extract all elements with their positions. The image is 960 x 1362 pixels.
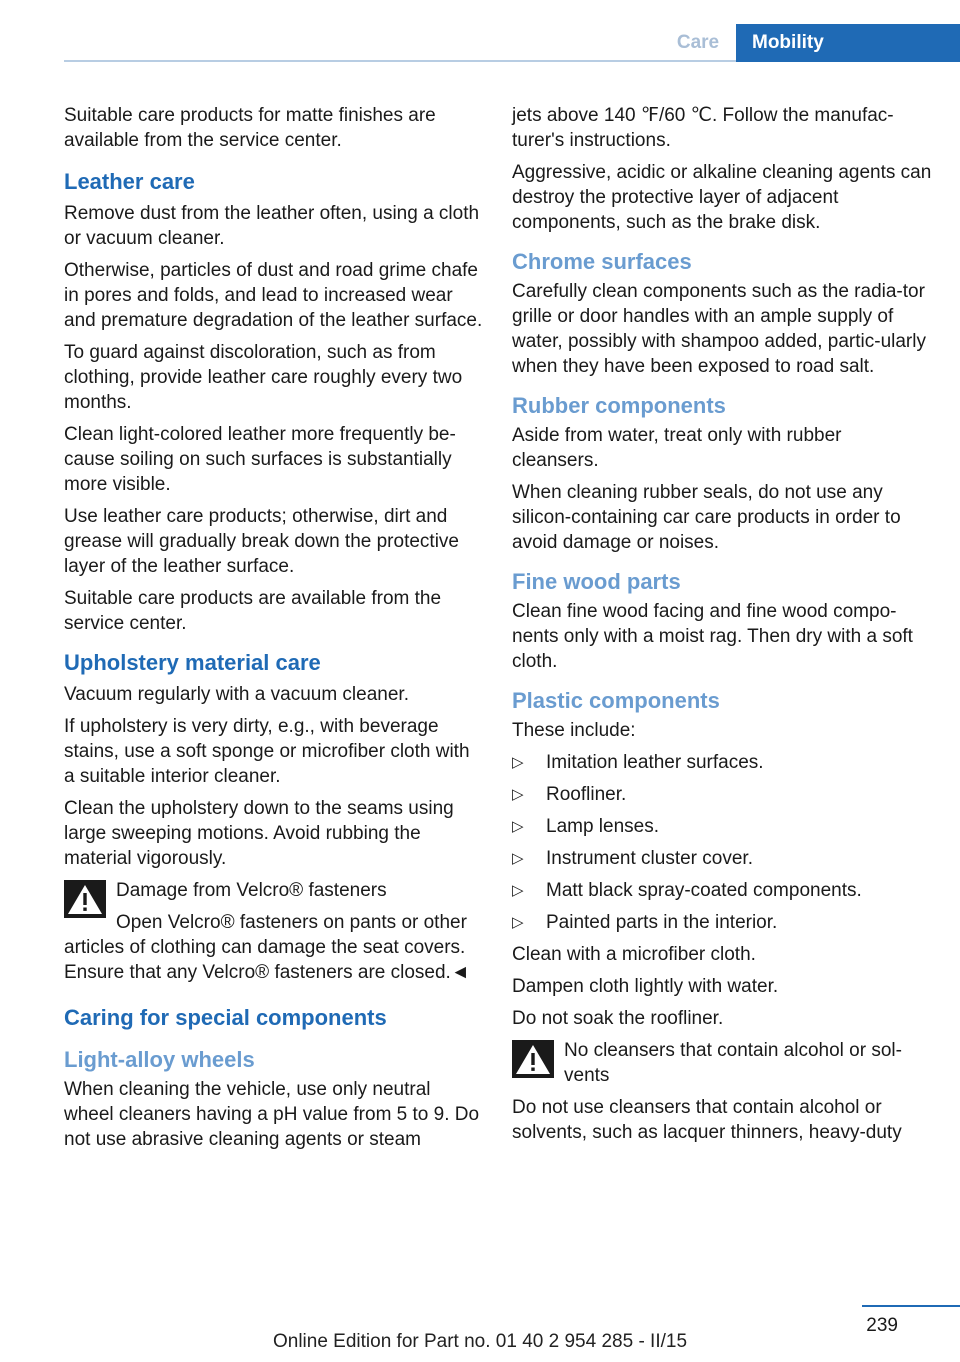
paragraph: Clean light-colored leather more frequently be-cause soiling on such surfaces is substantially more visible. — [64, 424, 456, 495]
triangle-bullet-icon: ▷ — [512, 786, 524, 803]
paragraph: Vacuum regularly with a vacuum cleaner. — [64, 684, 409, 705]
triangle-bullet-icon: ▷ — [512, 818, 524, 835]
list-item: ▷ Lamp lenses. — [512, 816, 660, 837]
page-number: 239 — [866, 1315, 898, 1336]
paragraph: To guard against discoloration, such as from clothing, provide leather care roughly every two months. — [64, 342, 463, 413]
warning-text: Do not use cleansers that contain alcohol or solvents, such as lacquer thinners, heavy-duty — [512, 1097, 902, 1143]
paragraph: Suitable care products are available from the service center. — [64, 588, 442, 634]
paragraph: When cleaning rubber seals, do not use any silicon-containing car care products in order to avoid damage or noises. — [512, 482, 901, 553]
plastic-components-list — [512, 750, 932, 935]
warning-alcohol-solvents — [512, 1038, 932, 1145]
paragraph: Carefully clean components such as the radia-tor grille or door handles with an ample supply of water, possibly with shampoo added, partic-ularly when they have been exposed to road salt. — [512, 281, 926, 377]
left-column — [64, 103, 484, 1159]
paragraph: Dampen cloth lightly with water. — [512, 976, 779, 997]
paragraph: Do not soak the roofliner. — [512, 1008, 724, 1029]
heading-fine-wood-parts: Fine wood parts — [512, 569, 681, 594]
warning-icon — [512, 1040, 554, 1078]
paragraph: If upholstery is very dirty, e.g., with beverage stains, use a soft sponge or microfiber cloth with a suitable interior cleaner. — [64, 716, 470, 787]
list-item: ▷ Painted parts in the interior. — [512, 912, 778, 933]
warning-text: Open Velcro® fasteners on pants or other articles of clothing can damage the seat covers. Ensure that any Velcro® fasteners are closed.◄ — [64, 912, 470, 983]
heading-rubber-components: Rubber components — [512, 393, 726, 418]
triangle-bullet-icon: ▷ — [512, 882, 524, 899]
heading-plastic-components: Plastic components — [512, 688, 720, 713]
list-item: ▷ Instrument cluster cover. — [512, 848, 753, 869]
tab-mobility[interactable]: Mobility — [736, 24, 960, 62]
paragraph: jets above 140 ℉/60 ℃. Follow the manufac-turer's instructions. — [512, 105, 894, 151]
warning-velcro — [64, 878, 484, 985]
footer-rule — [862, 1305, 960, 1307]
paragraph: Aggressive, acidic or alkaline cleaning agents can destroy the protective layer of adjacent components, such as the brake disk. — [512, 162, 932, 233]
heading-upholstery-care: Upholstery material care — [64, 650, 321, 675]
list-item: ▷ Roofliner. — [512, 784, 627, 805]
paragraph: Clean fine wood facing and fine wood compo-nents only with a moist rag. Then dry with a soft cloth. — [512, 601, 913, 672]
heading-leather-care: Leather care — [64, 169, 195, 194]
paragraph: Clean the upholstery down to the seams using large sweeping motions. Avoid rubbing the material vigorously. — [64, 798, 454, 869]
triangle-bullet-icon: ▷ — [512, 914, 524, 931]
paragraph: Aside from water, treat only with rubber cleansers. — [512, 425, 842, 471]
paragraph: Remove dust from the leather often, using a cloth or vacuum cleaner. — [64, 203, 480, 249]
paragraph: Clean with a microfiber cloth. — [512, 944, 756, 965]
paragraph: Use leather care products; otherwise, dirt and grease will gradually break down the protective layer of the leather surface. — [64, 506, 459, 577]
heading-light-alloy-wheels: Light-alloy wheels — [64, 1047, 255, 1072]
right-column — [512, 103, 932, 1152]
warning-title: Damage from Velcro® fasteners — [116, 880, 387, 901]
tab-care[interactable]: Care — [676, 32, 720, 53]
triangle-bullet-icon: ▷ — [512, 850, 524, 867]
heading-special-components: Caring for special components — [64, 1005, 387, 1030]
triangle-bullet-icon: ▷ — [512, 754, 524, 771]
heading-chrome-surfaces: Chrome surfaces — [512, 249, 692, 274]
warning-title: No cleansers that contain alcohol or sol-vents — [564, 1040, 902, 1086]
paragraph: When cleaning the vehicle, use only neutral wheel cleaners having a pH value from 5 to 9. Do not use abrasive cleaning agents or steam — [64, 1079, 480, 1150]
footer-edition: Online Edition for Part no. 01 40 2 954 285 - II/15 — [272, 1331, 688, 1352]
paragraph: Suitable care products for matte finishes are available from the service center. — [64, 105, 436, 151]
list-item: ▷ Matt black spray-coated components. — [512, 880, 862, 901]
paragraph: These include: — [512, 720, 636, 741]
paragraph: Otherwise, particles of dust and road grime chafe in pores and folds, and lead to increased wear and premature degradation of the leather surface. — [64, 260, 483, 331]
warning-icon — [64, 880, 106, 918]
list-item: ▷ Imitation leather surfaces. — [512, 752, 764, 773]
